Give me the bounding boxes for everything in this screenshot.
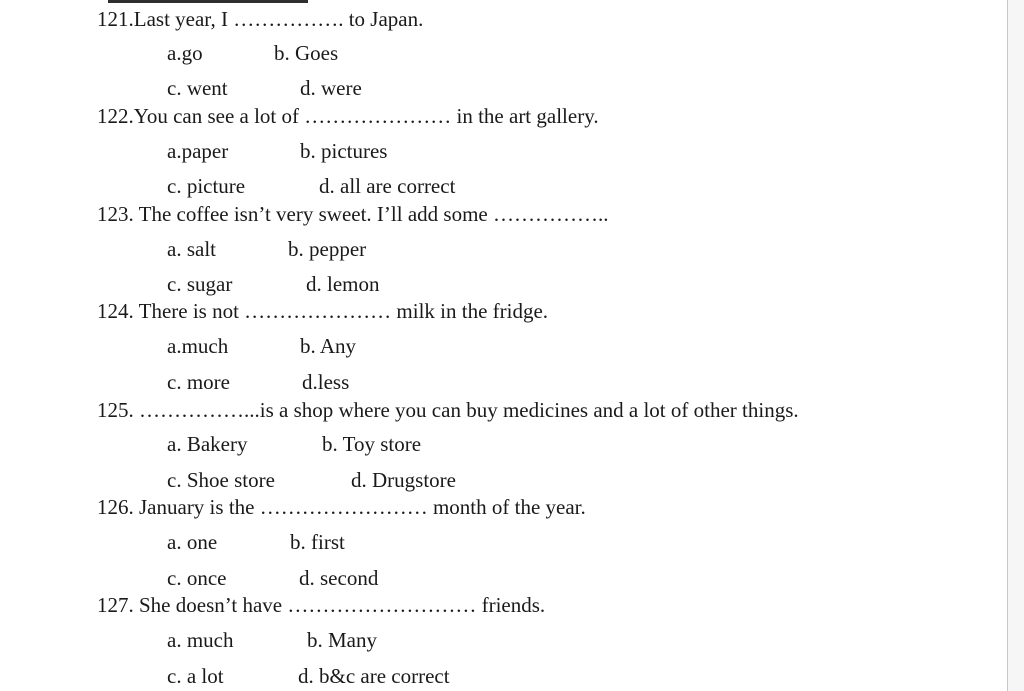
question-121: 121.Last year, I ……………. to Japan. bbox=[97, 7, 424, 31]
q122-option-c: c. picture bbox=[167, 174, 246, 198]
q127-option-d: d. b&c are correct bbox=[298, 664, 450, 688]
q125-option-d: d. Drugstore bbox=[351, 468, 456, 492]
q121-option-c: c. went bbox=[167, 76, 228, 100]
q124-option-b: b. Any bbox=[300, 334, 357, 358]
q121-option-b: b. Goes bbox=[274, 41, 339, 65]
q125-option-a: a. Bakery bbox=[167, 432, 248, 456]
q125-option-b: b. Toy store bbox=[322, 432, 422, 456]
q123-option-c: c. sugar bbox=[167, 272, 233, 296]
question-127: 127. She doesn’t have ……………………… friends. bbox=[97, 593, 546, 617]
q124-option-c: c. more bbox=[167, 370, 230, 394]
q124-option-a: a.much bbox=[167, 334, 229, 358]
question-123: 123. The coffee isn’t very sweet. I’ll add some …………….. bbox=[97, 202, 609, 226]
q124-option-d: d.less bbox=[302, 370, 350, 394]
q123-option-b: b. pepper bbox=[288, 237, 367, 261]
q127-option-b: b. Many bbox=[307, 628, 377, 652]
q122-option-b: b. pictures bbox=[300, 139, 388, 163]
question-124: 124. There is not ………………… milk in the fridge. bbox=[97, 299, 549, 323]
q126-option-c: c. once bbox=[167, 566, 227, 590]
q123-option-a: a. salt bbox=[167, 237, 216, 261]
q127-option-c: c. a lot bbox=[167, 664, 224, 688]
q127-option-a: a. much bbox=[167, 628, 234, 652]
q126-option-a: a. one bbox=[167, 530, 218, 554]
q121-option-d: d. were bbox=[300, 76, 362, 100]
question-126: 126. January is the …………………… month of the year. bbox=[97, 495, 586, 519]
q126-option-b: b. first bbox=[290, 530, 345, 554]
q121-option-a: a.go bbox=[167, 41, 203, 65]
q122-option-d: d. all are correct bbox=[319, 174, 456, 198]
q122-option-a: a.paper bbox=[167, 139, 229, 163]
page-edge-border bbox=[1007, 0, 1024, 691]
q126-option-d: d. second bbox=[299, 566, 379, 590]
q123-option-d: d. lemon bbox=[306, 272, 380, 296]
top-edge-strip bbox=[108, 0, 308, 3]
q125-option-c: c. Shoe store bbox=[167, 468, 275, 492]
question-122: 122.You can see a lot of ………………… in the art gallery. bbox=[97, 104, 599, 128]
question-125: 125. ……………...is a shop where you can buy medicines and a lot of other things. bbox=[97, 398, 799, 422]
